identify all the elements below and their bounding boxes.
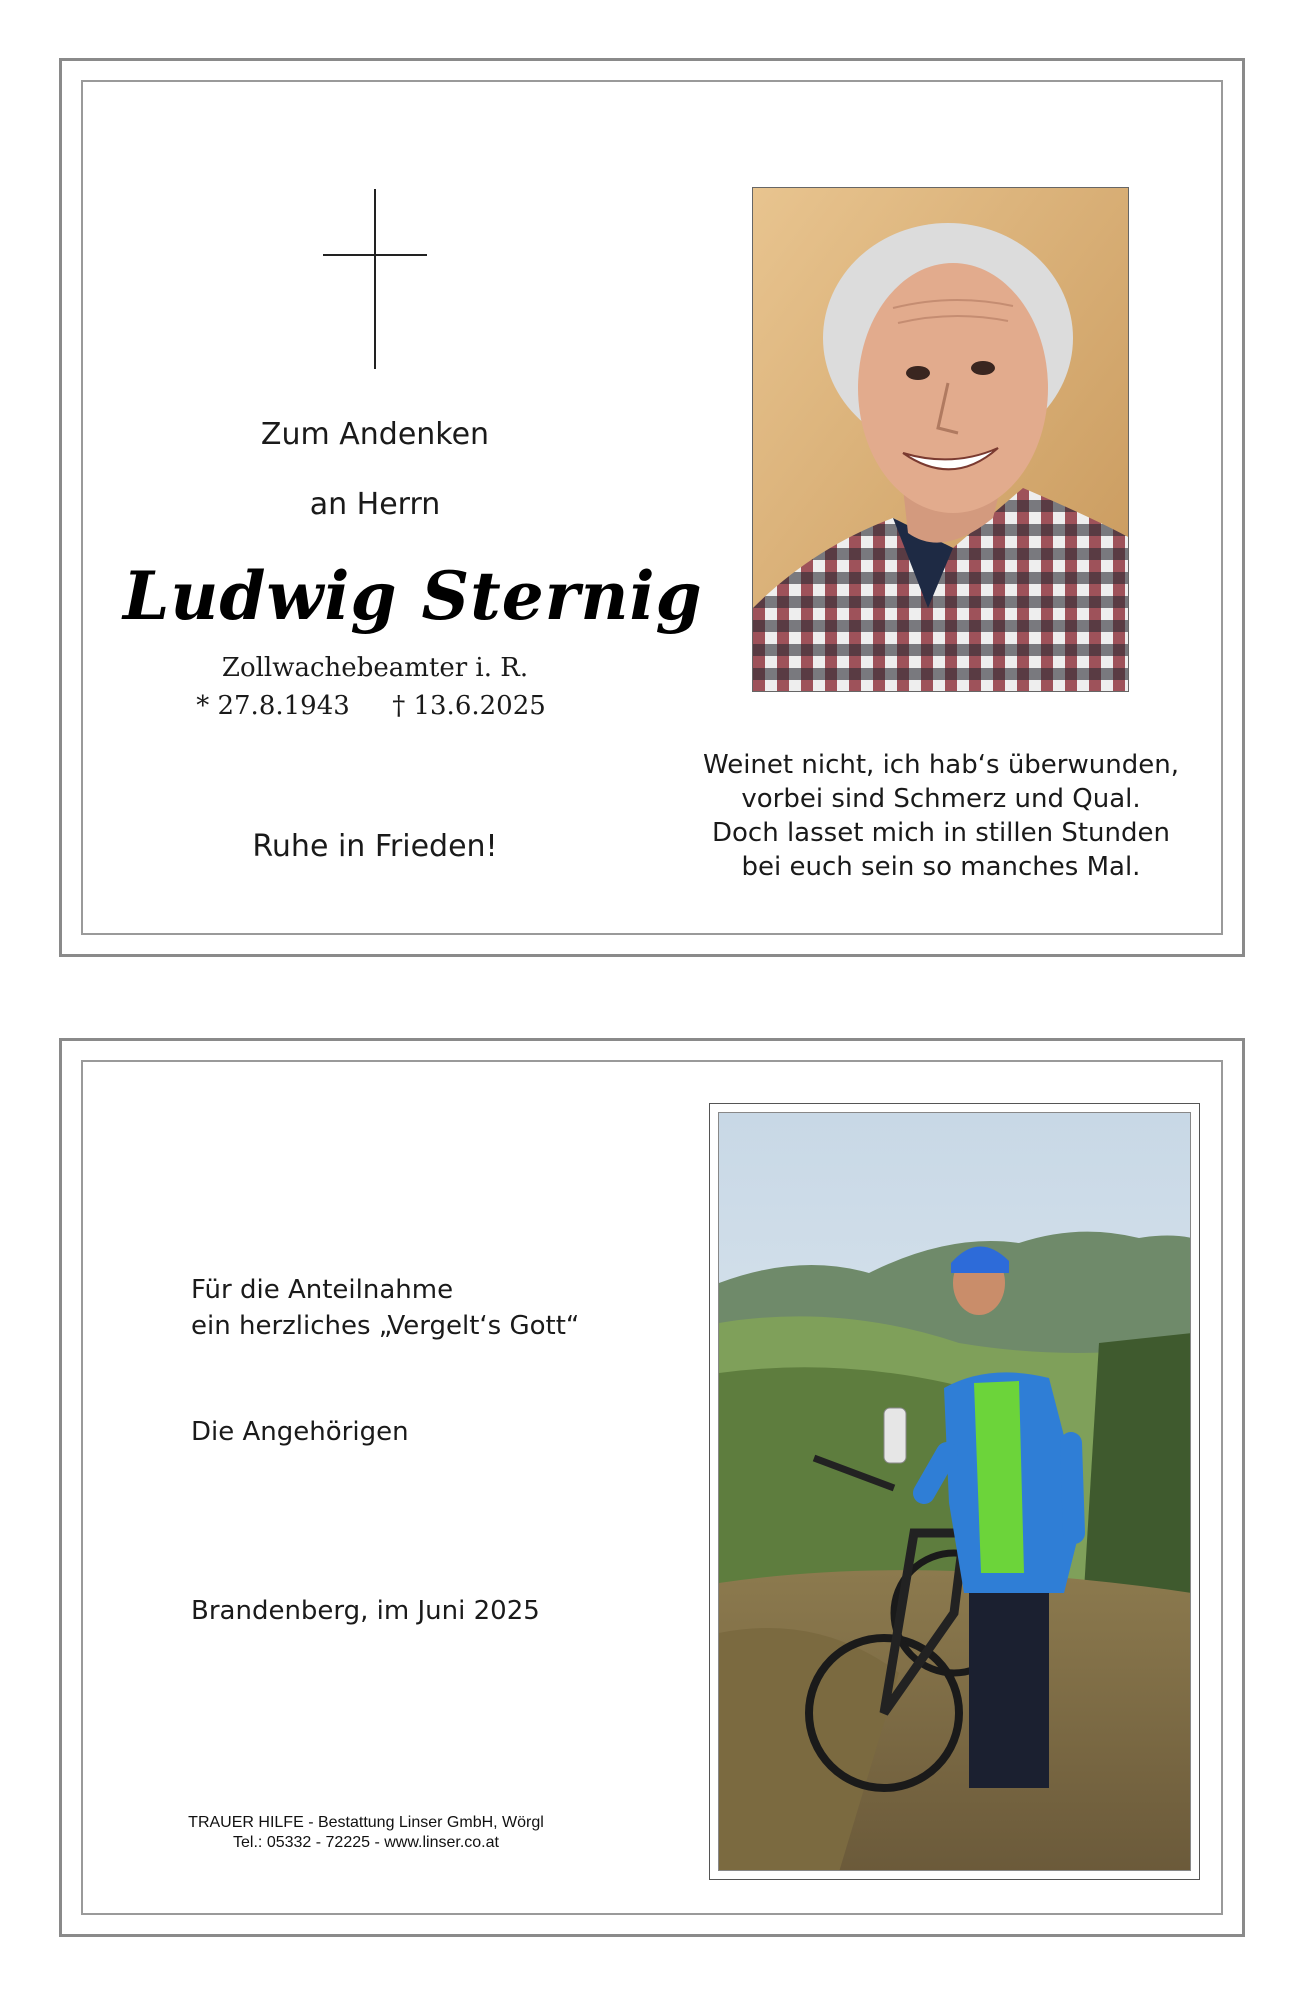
photo-frame (709, 1103, 1200, 1880)
place-date: Brandenberg, im Juni 2025 (191, 1596, 540, 1626)
thanks-line-2: ein herzliches „Vergelt‘s Gott“ (191, 1311, 580, 1341)
cyclist-photo (718, 1112, 1191, 1871)
memorial-card-back (59, 1038, 1245, 1937)
closing-line: Ruhe in Frieden! (252, 829, 498, 864)
poem-line: vorbei sind Schmerz und Qual. (741, 784, 1141, 814)
footer-line-1: TRAUER HILFE - Bestattung Linser GmbH, Wörgl (188, 1814, 544, 1831)
footer-line-2: Tel.: 05332 - 72225 - www.linser.co.at (233, 1834, 499, 1851)
card-inner-border (81, 80, 1223, 935)
poem-line: Weinet nicht, ich hab‘s überwunden, (703, 750, 1179, 780)
poem (703, 748, 1179, 884)
poem-line: Doch lasset mich in stillen Stunden (711, 818, 1170, 848)
cross-icon (323, 189, 427, 369)
memorial-card-front (59, 58, 1245, 957)
memorial-heading: Zum Andenken (260, 417, 490, 452)
portrait-photo (752, 187, 1129, 692)
thanks-line-1: Für die Anteilnahme (191, 1275, 454, 1305)
funeral-home-footer (166, 1813, 566, 1853)
deceased-name: Ludwig Sternig (123, 557, 703, 635)
death-date: † 13.6.2025 (392, 691, 546, 721)
poem-line: bei euch sein so manches Mal. (741, 852, 1141, 882)
profession: Zollwachebeamter i. R. (221, 653, 529, 683)
birth-date: * 27.8.1943 (196, 691, 350, 721)
signature: Die Angehörigen (191, 1417, 409, 1447)
card-inner-border (81, 1060, 1223, 1915)
salutation: an Herrn (309, 487, 441, 522)
